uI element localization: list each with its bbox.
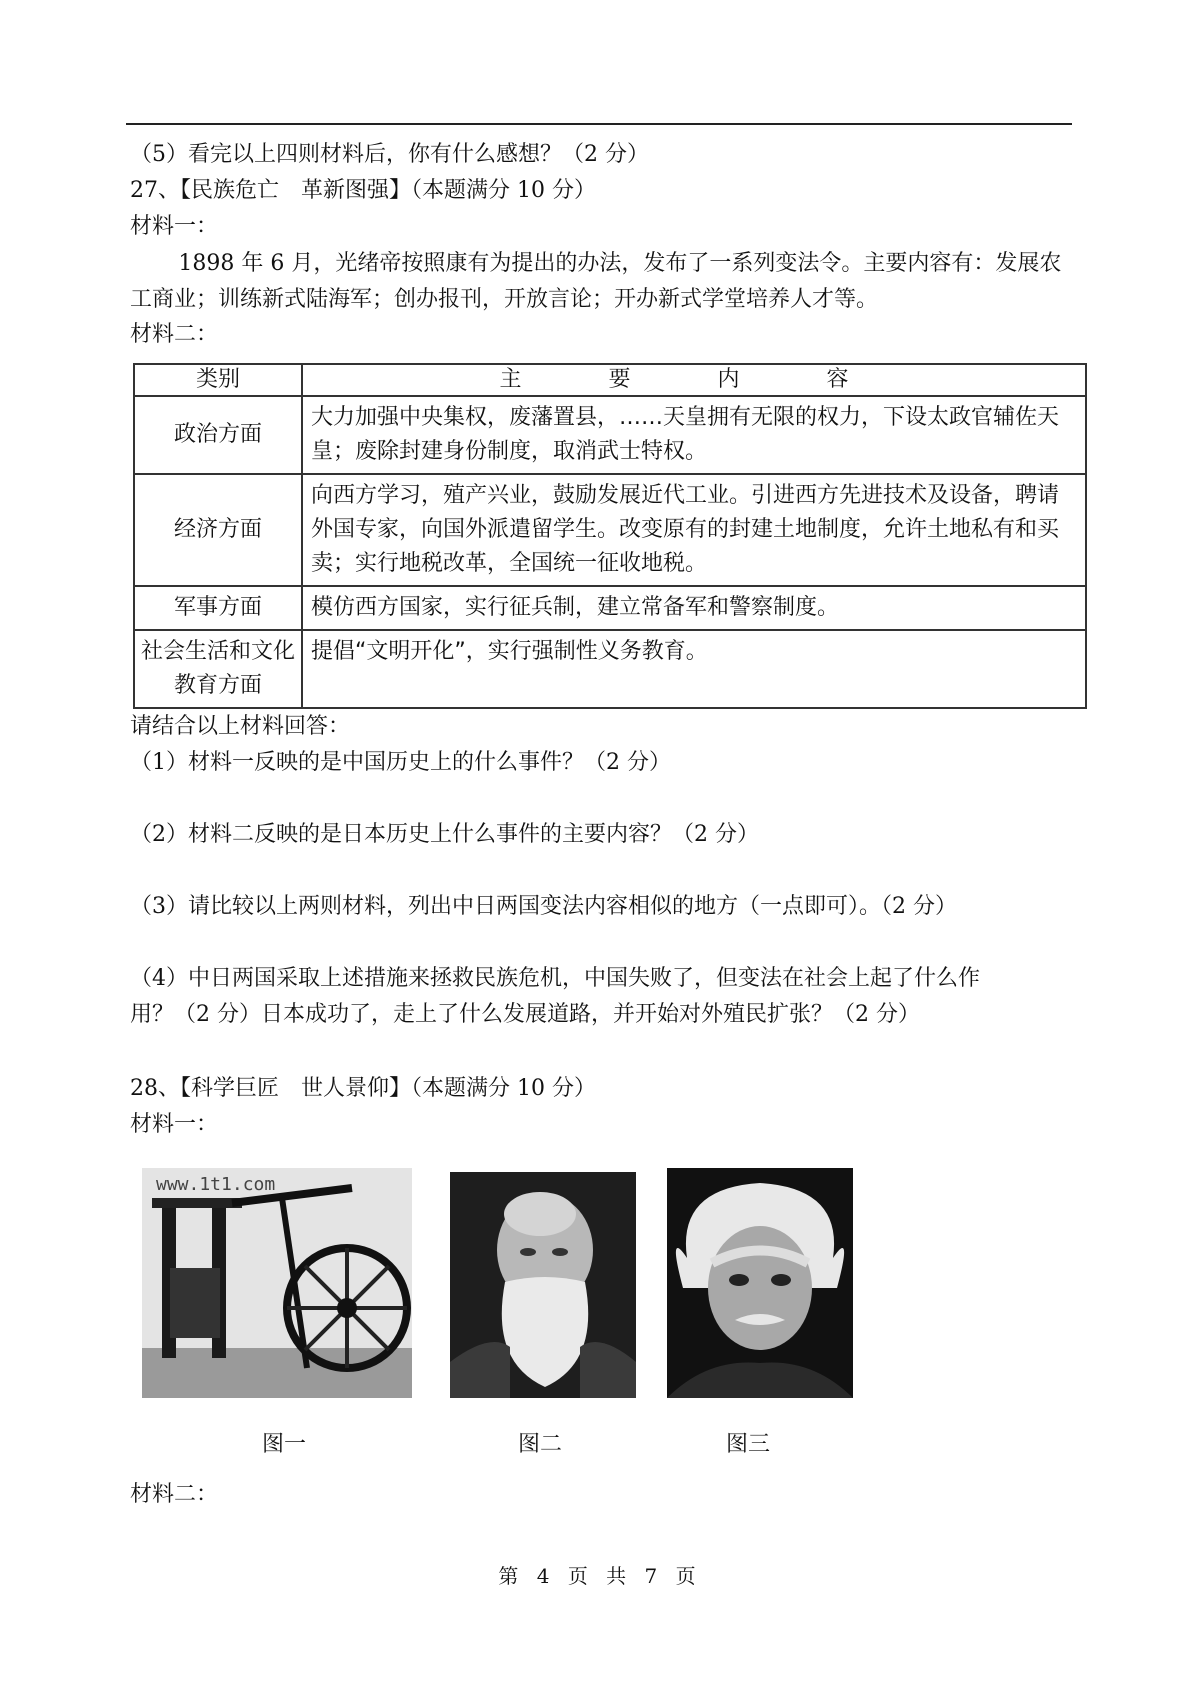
table-row — [134, 474, 1086, 586]
table-row — [134, 630, 1086, 708]
q27-material2-label: 材料二： — [130, 322, 219, 347]
q27-question: （3）请比较以上两则材料，列出中日两国变法内容相似的地方（一点即可）。（2 分） — [130, 894, 957, 919]
figure-caption: 图二 — [518, 1432, 563, 1457]
table-cell-content: 模仿西方国家，实行征兵制，建立常备军和警察制度。 — [302, 586, 1086, 630]
q27-material1-label: 材料一： — [130, 214, 219, 239]
q27-title: 27、【民族危亡 革新图强】（本题满分 10 分） — [130, 178, 596, 203]
table-cell-category: 政治方面 — [134, 396, 302, 474]
q27-question: 用？（2 分）日本成功了，走上了什么发展道路，并开始对外殖民扩张？（2 分） — [130, 1002, 920, 1027]
q27-prompt: 请结合以上材料回答： — [130, 714, 351, 739]
table-cell-category: 军事方面 — [134, 586, 302, 630]
table-row — [134, 586, 1086, 630]
q27-material1-text: 1898 年 6 月，光绪帝按照康有为提出的办法，发布了一系列变法令。主要内容有：发展农工商业；训练新式陆海军；创办报刊，开放言论；开办新式学堂培养人才等。 — [130, 251, 1062, 312]
q27-question: （1）材料一反映的是中国历史上的什么事件？（2 分） — [130, 750, 671, 775]
table-cell-content: 大力加强中央集权，废藩置县，……天皇拥有无限的权力，下设太政官辅佐天皇；废除封建身份制度，取消武士特权。 — [302, 396, 1086, 474]
table-row — [134, 396, 1086, 474]
q28-material1-label: 材料一： — [130, 1112, 219, 1137]
q27-question: （4）中日两国采取上述措施来拯救民族危机，中国失败了，但变法在社会上起了什么作 — [130, 966, 980, 991]
table-header-category: 类别 — [134, 364, 302, 396]
figure-caption: 图一 — [262, 1432, 307, 1457]
table-cell-content: 提倡“文明开化”，实行强制性义务教育。 — [302, 630, 1086, 708]
header-rule — [126, 123, 1072, 125]
watermark-text: www.1t1.com — [156, 1174, 276, 1195]
table-header-row — [134, 364, 1086, 396]
table-cell-category: 社会生活和文化教育方面 — [134, 630, 302, 708]
scientist-portrait-icon — [667, 1168, 853, 1398]
bearded-scientist-portrait-icon — [450, 1172, 636, 1398]
q28-material2-label: 材料二： — [130, 1482, 219, 1507]
table-header-content: 主 要 内 容 — [302, 364, 1086, 396]
q28-title: 28、【科学巨匠 世人景仰】（本题满分 10 分） — [130, 1076, 596, 1101]
q26-part5: （5）看完以上四则材料后，你有什么感想？（2 分） — [130, 142, 649, 167]
page-footer: 第 4 页 共 7 页 — [498, 1564, 702, 1588]
q27-question: （2）材料二反映的是日本历史上什么事件的主要内容？（2 分） — [130, 822, 759, 847]
meiji-reform-table — [133, 363, 1087, 709]
figure-row — [0, 1168, 1200, 1398]
figure-caption: 图三 — [726, 1432, 771, 1457]
table-cell-content: 向西方学习，殖产兴业，鼓励发展近代工业。引进西方先进技术及设备，聘请外国专家，向国外派遣留学生。改变原有的封建土地制度，允许土地私有和买卖；实行地税改革，全国统一征收地税。 — [302, 474, 1086, 586]
steam-engine-photo-icon — [142, 1168, 412, 1398]
table-cell-category: 经济方面 — [134, 474, 302, 586]
